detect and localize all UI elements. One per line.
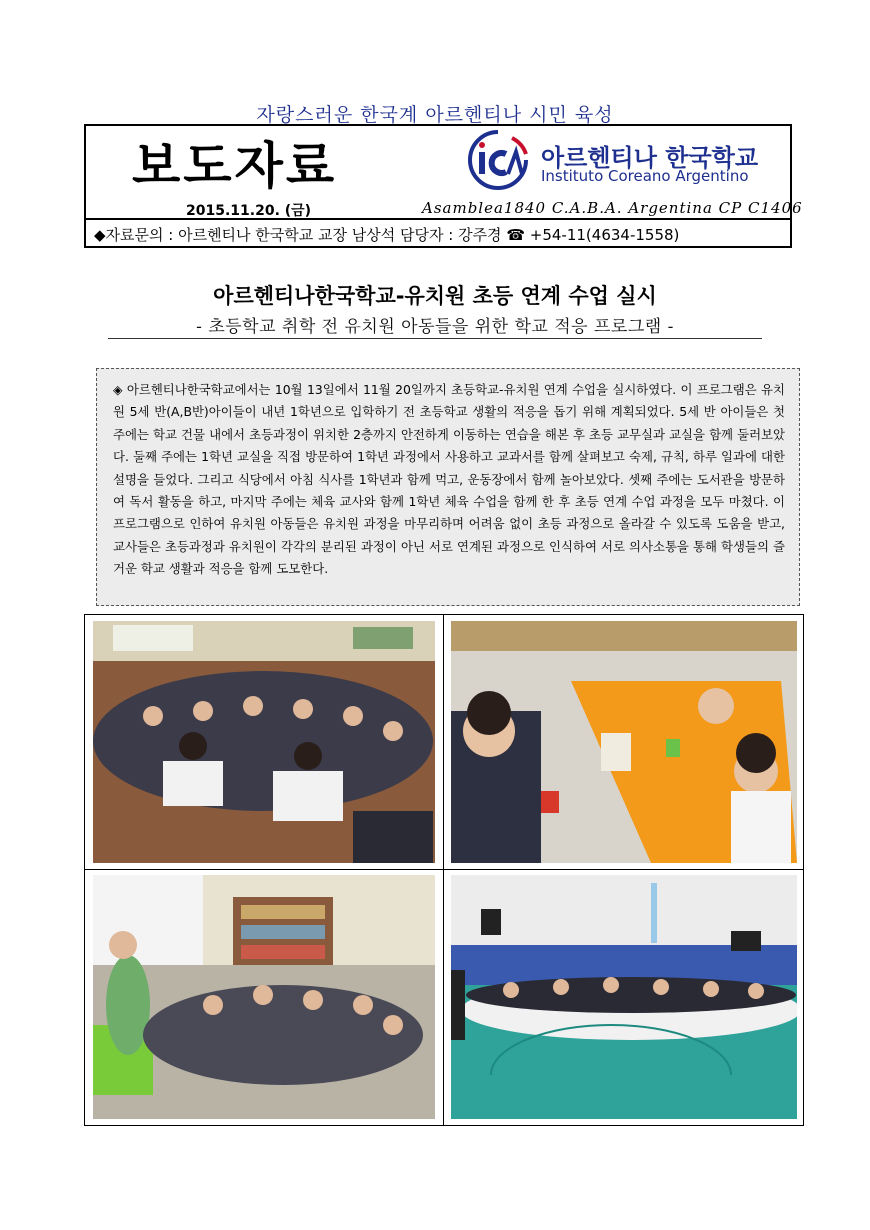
school-address: Asamblea1840 C.A.B.A. Argentina CP C1406 <box>422 199 803 217</box>
grid-divider-vertical <box>443 615 444 1125</box>
release-date: 2015.11.20. (금) <box>186 203 312 219</box>
school-name-korean: 아르헨티나 한국학교 <box>541 144 759 172</box>
article-body: ◈ 아르헨티나한국학교에서는 10월 13일에서 11월 20일까지 초등학교-유치원 연계 수업을 실시하였다. 이 프로그램은 유치원 5세 반(A,B반)아이들이 내년 1학년으로 입학하기 전 초등학교 생활의 적응을 돕기 위해 계획되었다. 5세 반 아이들은 첫 주에는 학교 건물 내에서 초등과정이 위치한 2층까지 안전하게 이동하는 연습을 해본 후 초등 교무실과 교실을 함께 둘러보았다. 둘째 주에는 1학년 교실을 직접 방문하여 1학년 과정에서 사용하고 교과서를 함께 살펴보고 숙제, 규칙, 하루 일과에 대한 설명을 들었다. 그리고 식당에서 아침 식사를 1학년과 함께 먹고, 운동장에서 함께 놀아보았다. 셋째 주에는 도서관을 방문하여 독서 활동을 하고, 마지막 주에는 체육 교사와 함께 1학년 체육 수업을 함께 한 후 초등 연계 수업 과정을 모두 마쳤다. 이 프로그램으로 인하여 유치원 아동들은 유치원 과정을 마무리하며 어려움 없이 초등 과정으로 올라갈 수 있도록 도움을 받고, 교사들은 초등과정과 유치원이 각각의 분리된 과정이 아닌 서로 연계된 과정으로 인식하여 서로 의사소통을 통해 학생들의 즐거운 학교 생활과 적응을 함께 도모한다. <box>96 368 800 606</box>
press-release-title: 보도자료 <box>132 137 338 195</box>
article-headline: 아르헨티나한국학교-유치원 초등 연계 수업 실시 <box>213 284 657 308</box>
slogan: 자랑스러운 한국계 아르헨티나 시민 육성 <box>256 104 614 126</box>
library-reading-photo <box>93 875 435 1119</box>
grid-divider-horizontal <box>85 869 803 870</box>
photo-grid <box>84 614 804 1126</box>
school-logo-icon <box>466 128 530 192</box>
contact-info: ◆자료문의 : 아르헨티나 한국학교 교장 남상석 담당자 : 강주경 ☎ +54-11(4634-1558) <box>84 218 792 248</box>
article-subheadline: - 초등학교 취학 전 유치원 아동들을 위한 학교 적응 프로그램 - <box>196 317 674 337</box>
subheadline-underline <box>108 338 762 339</box>
cafeteria-breakfast-photo <box>451 621 797 863</box>
header-box <box>84 124 803 220</box>
school-name-spanish: Instituto Coreano Argentino <box>541 167 749 185</box>
classroom-floor-photo <box>93 621 435 863</box>
gym-group-photo <box>451 875 797 1119</box>
